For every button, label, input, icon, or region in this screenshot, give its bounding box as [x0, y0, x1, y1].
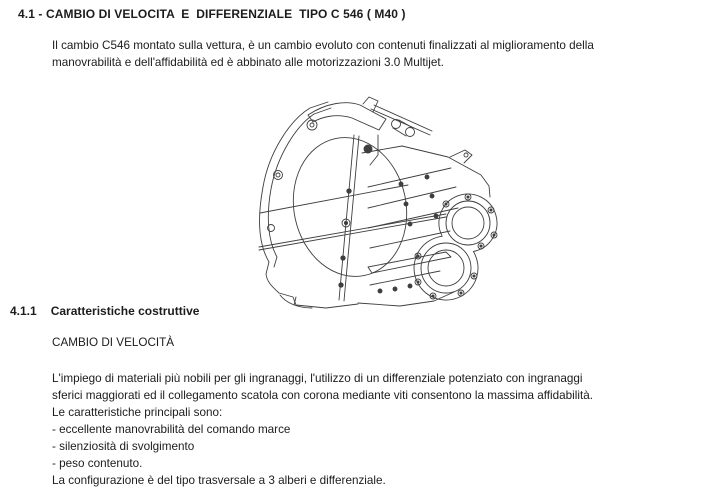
- subsection-title: CAMBIO DI VELOCITÀ: [52, 336, 175, 349]
- body-line: La configurazione è del tipo trasversale a 3 alberi e differenziale.: [52, 474, 386, 487]
- body-line: - silenziosità di svolgimento: [52, 440, 195, 453]
- body-line: sferici maggiorati ed il collegamento scatola con corona mediante viti consentono la massima affidabilità.: [52, 389, 593, 402]
- section-heading-4-1: 4.1 - CAMBIO DI VELOCITA E DIFFERENZIALE TIPO C 546 ( M40 ): [18, 7, 406, 21]
- body-line: L'impiego di materiali più nobili per gli ingranaggi, l'utilizzo di un differenziale potenziato con ingranaggi: [52, 372, 583, 385]
- body-line: - eccellente manovrabilità del comando marce: [52, 423, 291, 436]
- section-number: 4.1.1: [10, 304, 37, 318]
- section-heading-4-1-1: [10, 304, 199, 318]
- intro-line: Il cambio C546 montato sulla vettura, è un cambio evoluto con contenuti finalizzati al miglioramento della: [52, 39, 594, 52]
- section-title: Caratteristiche costruttive: [50, 304, 200, 318]
- gearbox-technical-drawing-icon: [250, 95, 525, 310]
- body-paragraph: [52, 370, 700, 489]
- gearbox-figure: [250, 95, 525, 310]
- body-line: Le caratteristiche principali sono:: [52, 406, 223, 419]
- intro-paragraph: [52, 37, 700, 71]
- intro-line: manovrabilità e dell'affidabilità ed è abbinato alle motorizzazioni 3.0 Multijet.: [52, 56, 444, 69]
- body-line: - peso contenuto.: [52, 457, 143, 470]
